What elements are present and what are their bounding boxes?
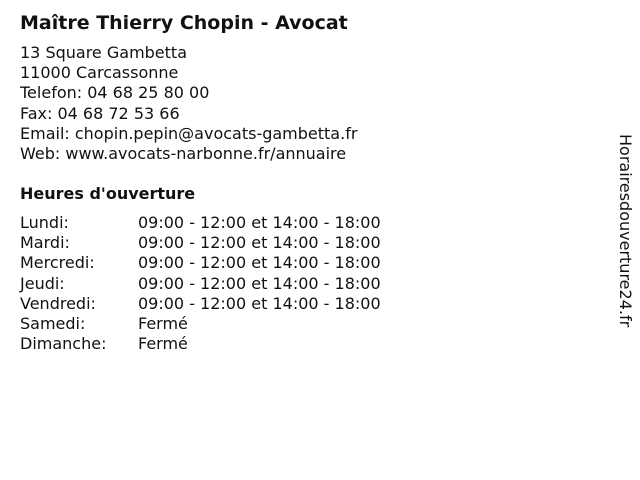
day-label: Mercredi: [20, 253, 95, 273]
day-hours: 09:00 - 12:00 et 14:00 - 18:00 [138, 293, 381, 313]
address-city: 11000 Carcassonne [20, 63, 179, 83]
address-street: 13 Square Gambetta [20, 43, 187, 62]
hours-heading: Heures d'ouverture [20, 184, 196, 203]
site-watermark: Horairesdouverture24.fr [616, 134, 635, 328]
phone-line: Telefon: 04 68 25 80 00 [20, 83, 210, 103]
fax-line: Fax: 04 68 72 53 66 [20, 103, 180, 123]
hours-row-sunday [20, 334, 381, 354]
day-label: Samedi: [20, 314, 86, 334]
day-label: Lundi: [20, 213, 69, 232]
contact-block [20, 43, 357, 164]
day-hours: 09:00 - 12:00 et 14:00 - 18:00 [138, 233, 381, 253]
day-label: Dimanche: [20, 334, 107, 354]
email-line: Email: chopin.pepin@avocats-gambetta.fr [20, 123, 358, 143]
hours-row-friday [20, 294, 381, 314]
day-hours: 09:00 - 12:00 et 14:00 - 18:00 [138, 213, 381, 232]
hours-row-monday [20, 213, 381, 233]
hours-row-wednesday [20, 253, 381, 273]
hours-row-tuesday [20, 233, 381, 253]
day-label: Jeudi: [20, 273, 65, 293]
day-hours: Fermé [138, 334, 188, 354]
hours-table [20, 213, 381, 354]
day-label: Mardi: [20, 233, 70, 253]
hours-row-thursday [20, 274, 381, 294]
hours-row-saturday [20, 314, 381, 334]
day-hours: 09:00 - 12:00 et 14:00 - 18:00 [138, 273, 381, 293]
day-hours: Fermé [138, 314, 188, 334]
business-title: Maître Thierry Chopin - Avocat [20, 12, 348, 34]
web-line: Web: www.avocats-narbonne.fr/annuaire [20, 144, 347, 164]
day-label: Vendredi: [20, 293, 96, 313]
day-hours: 09:00 - 12:00 et 14:00 - 18:00 [138, 253, 381, 273]
